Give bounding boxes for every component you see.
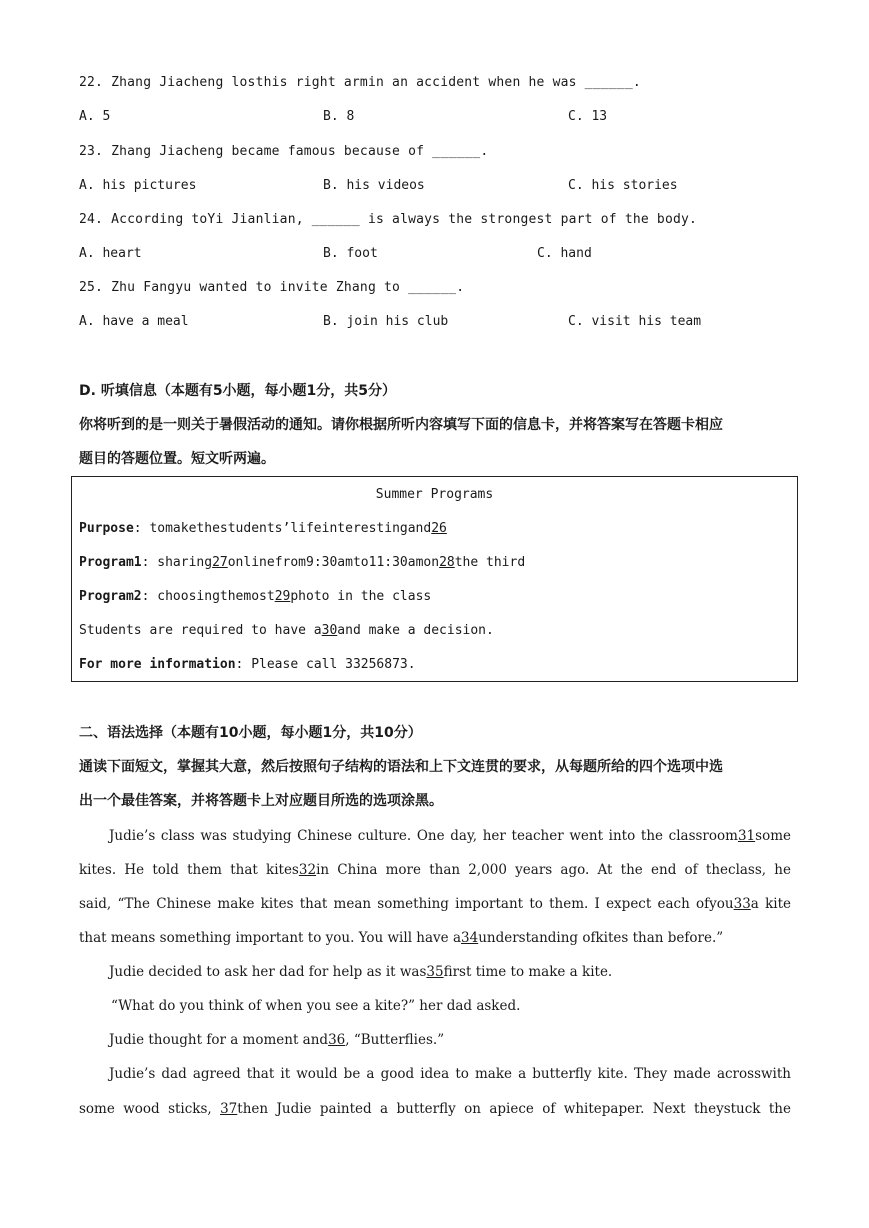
info-card	[71, 476, 798, 682]
question-25-option-b: B. join his club	[323, 314, 449, 329]
section-2-instruction-2: 出一个最佳答案，并将答题卡上对应题目所选的选项涂黑。	[79, 793, 443, 809]
passage-line	[79, 894, 791, 914]
info-card-program1	[79, 553, 525, 573]
passage-text: first time to make a kite.	[443, 964, 613, 980]
passage-text: that means something important to you. You will have a	[79, 930, 462, 946]
passage-text: Judie thought for a moment and	[109, 1032, 329, 1048]
passage-text: understanding ofkites than before.”	[478, 930, 724, 946]
passage-line	[109, 962, 791, 982]
question-22-option-c: C. 13	[568, 109, 608, 124]
passage-line	[79, 860, 791, 880]
question-24-option-b: B. foot	[323, 246, 378, 261]
purpose-text: : tomakethestudents’lifeinterestingand	[133, 521, 432, 536]
passage-line	[109, 1030, 791, 1050]
question-23-option-b: B. his videos	[323, 178, 425, 193]
passage-text: some	[755, 828, 791, 844]
passage-line	[79, 928, 791, 948]
blank-29: 29	[274, 589, 291, 604]
blank-30: 30	[321, 623, 338, 638]
section-2-heading: 二、语法选择（本题有10小题，每小题1分，共10分）	[79, 725, 422, 741]
blank-35: 35	[426, 964, 444, 980]
passage-text: “What do you think of when you see a kite?” her dad asked.	[111, 998, 521, 1014]
blank-32: 32	[298, 862, 317, 878]
passage-line	[109, 1064, 791, 1084]
program2-label: Program2	[79, 589, 142, 604]
passage-text: in China more than 2,000 years ago. At the end of theclass, he	[316, 862, 791, 878]
question-25-option-a: A. have a meal	[79, 314, 189, 329]
blank-31: 31	[737, 828, 756, 844]
students-text-b: and make a decision.	[337, 623, 494, 638]
blank-36: 36	[328, 1032, 346, 1048]
section-2-instruction-1: 通读下面短文，掌握其大意，然后按照句子结构的语法和上下文连贯的要求，从每题所给的四个选项中选	[79, 759, 723, 775]
passage-line	[109, 826, 791, 846]
passage-text: said, “The Chinese make kites that mean something important to them. I expect each ofyou	[79, 896, 734, 912]
question-22-option-a: A. 5	[79, 109, 111, 124]
question-24-stem: 24. According toYi Jianlian, ______ is always the strongest part of the body.	[79, 212, 698, 227]
section-d-heading: D. 听填信息（本题有5小题，每小题1分，共5分）	[79, 383, 397, 399]
blank-26: 26	[431, 521, 447, 536]
passage-text: Judie’s dad agreed that it would be a good idea to make a butterfly kite. They made acrosswith	[109, 1066, 791, 1082]
passage-line	[111, 996, 823, 1016]
passage-text: Judie’s class was studying Chinese culture. One day, her teacher went into the classroom	[109, 828, 738, 844]
passage-text: some wood sticks,	[79, 1101, 221, 1117]
students-text-a: Students are required to have a	[79, 623, 322, 638]
question-25-stem: 25. Zhu Fangyu wanted to invite Zhang to ______.	[79, 280, 465, 295]
info-text: : Please call 33256873.	[235, 657, 416, 672]
question-22-stem: 22. Zhang Jiacheng losthis right armin an accident when he was ______.	[79, 75, 641, 90]
info-card-more-info	[79, 655, 416, 675]
info-card-purpose	[79, 519, 447, 539]
question-24-option-a: A. heart	[79, 246, 142, 261]
section-d-instruction-1: 你将听到的是一则关于暑假活动的通知。请你根据所听内容填写下面的信息卡，并将答案写在答题卡相应	[79, 417, 723, 433]
info-card-program2	[79, 587, 431, 607]
info-card-students	[79, 621, 494, 641]
question-25-option-c: C. visit his team	[568, 314, 702, 329]
program1-text-a: : sharing	[141, 555, 213, 570]
purpose-label: Purpose	[79, 521, 134, 536]
passage-text: then Judie painted a butterfly on apiece of whitepaper. Next theystuck the	[237, 1101, 791, 1117]
section-d-instruction-2: 题目的答题位置。短文听两遍。	[79, 451, 275, 467]
program1-label: Program1	[79, 555, 142, 570]
program2-text-b: photo in the class	[290, 589, 432, 604]
blank-34: 34	[461, 930, 479, 946]
passage-text: , “Butterflies.”	[345, 1032, 445, 1048]
passage-text: a kite	[750, 896, 791, 912]
blank-27: 27	[212, 555, 228, 570]
info-label: For more information	[79, 657, 236, 672]
passage-line	[79, 1099, 791, 1119]
passage-text: Judie decided to ask her dad for help as it was	[109, 964, 427, 980]
info-card-title: Summer Programs	[375, 487, 494, 502]
passage-text: kites. He told them that kites	[79, 862, 299, 878]
question-23-option-a: A. his pictures	[79, 178, 197, 193]
question-23-stem: 23. Zhang Jiacheng became famous because of ______.	[79, 144, 489, 159]
program1-text-b: onlinefrom9:30amto11:30amon	[227, 555, 440, 570]
question-23-option-c: C. his stories	[568, 178, 678, 193]
blank-37: 37	[220, 1101, 238, 1117]
question-22-option-b: B. 8	[323, 109, 355, 124]
program1-text-c: the third	[454, 555, 526, 570]
program2-text-a: : choosingthemost	[141, 589, 275, 604]
blank-28: 28	[439, 555, 455, 570]
blank-33: 33	[733, 896, 751, 912]
question-24-option-c: C. hand	[537, 246, 592, 261]
